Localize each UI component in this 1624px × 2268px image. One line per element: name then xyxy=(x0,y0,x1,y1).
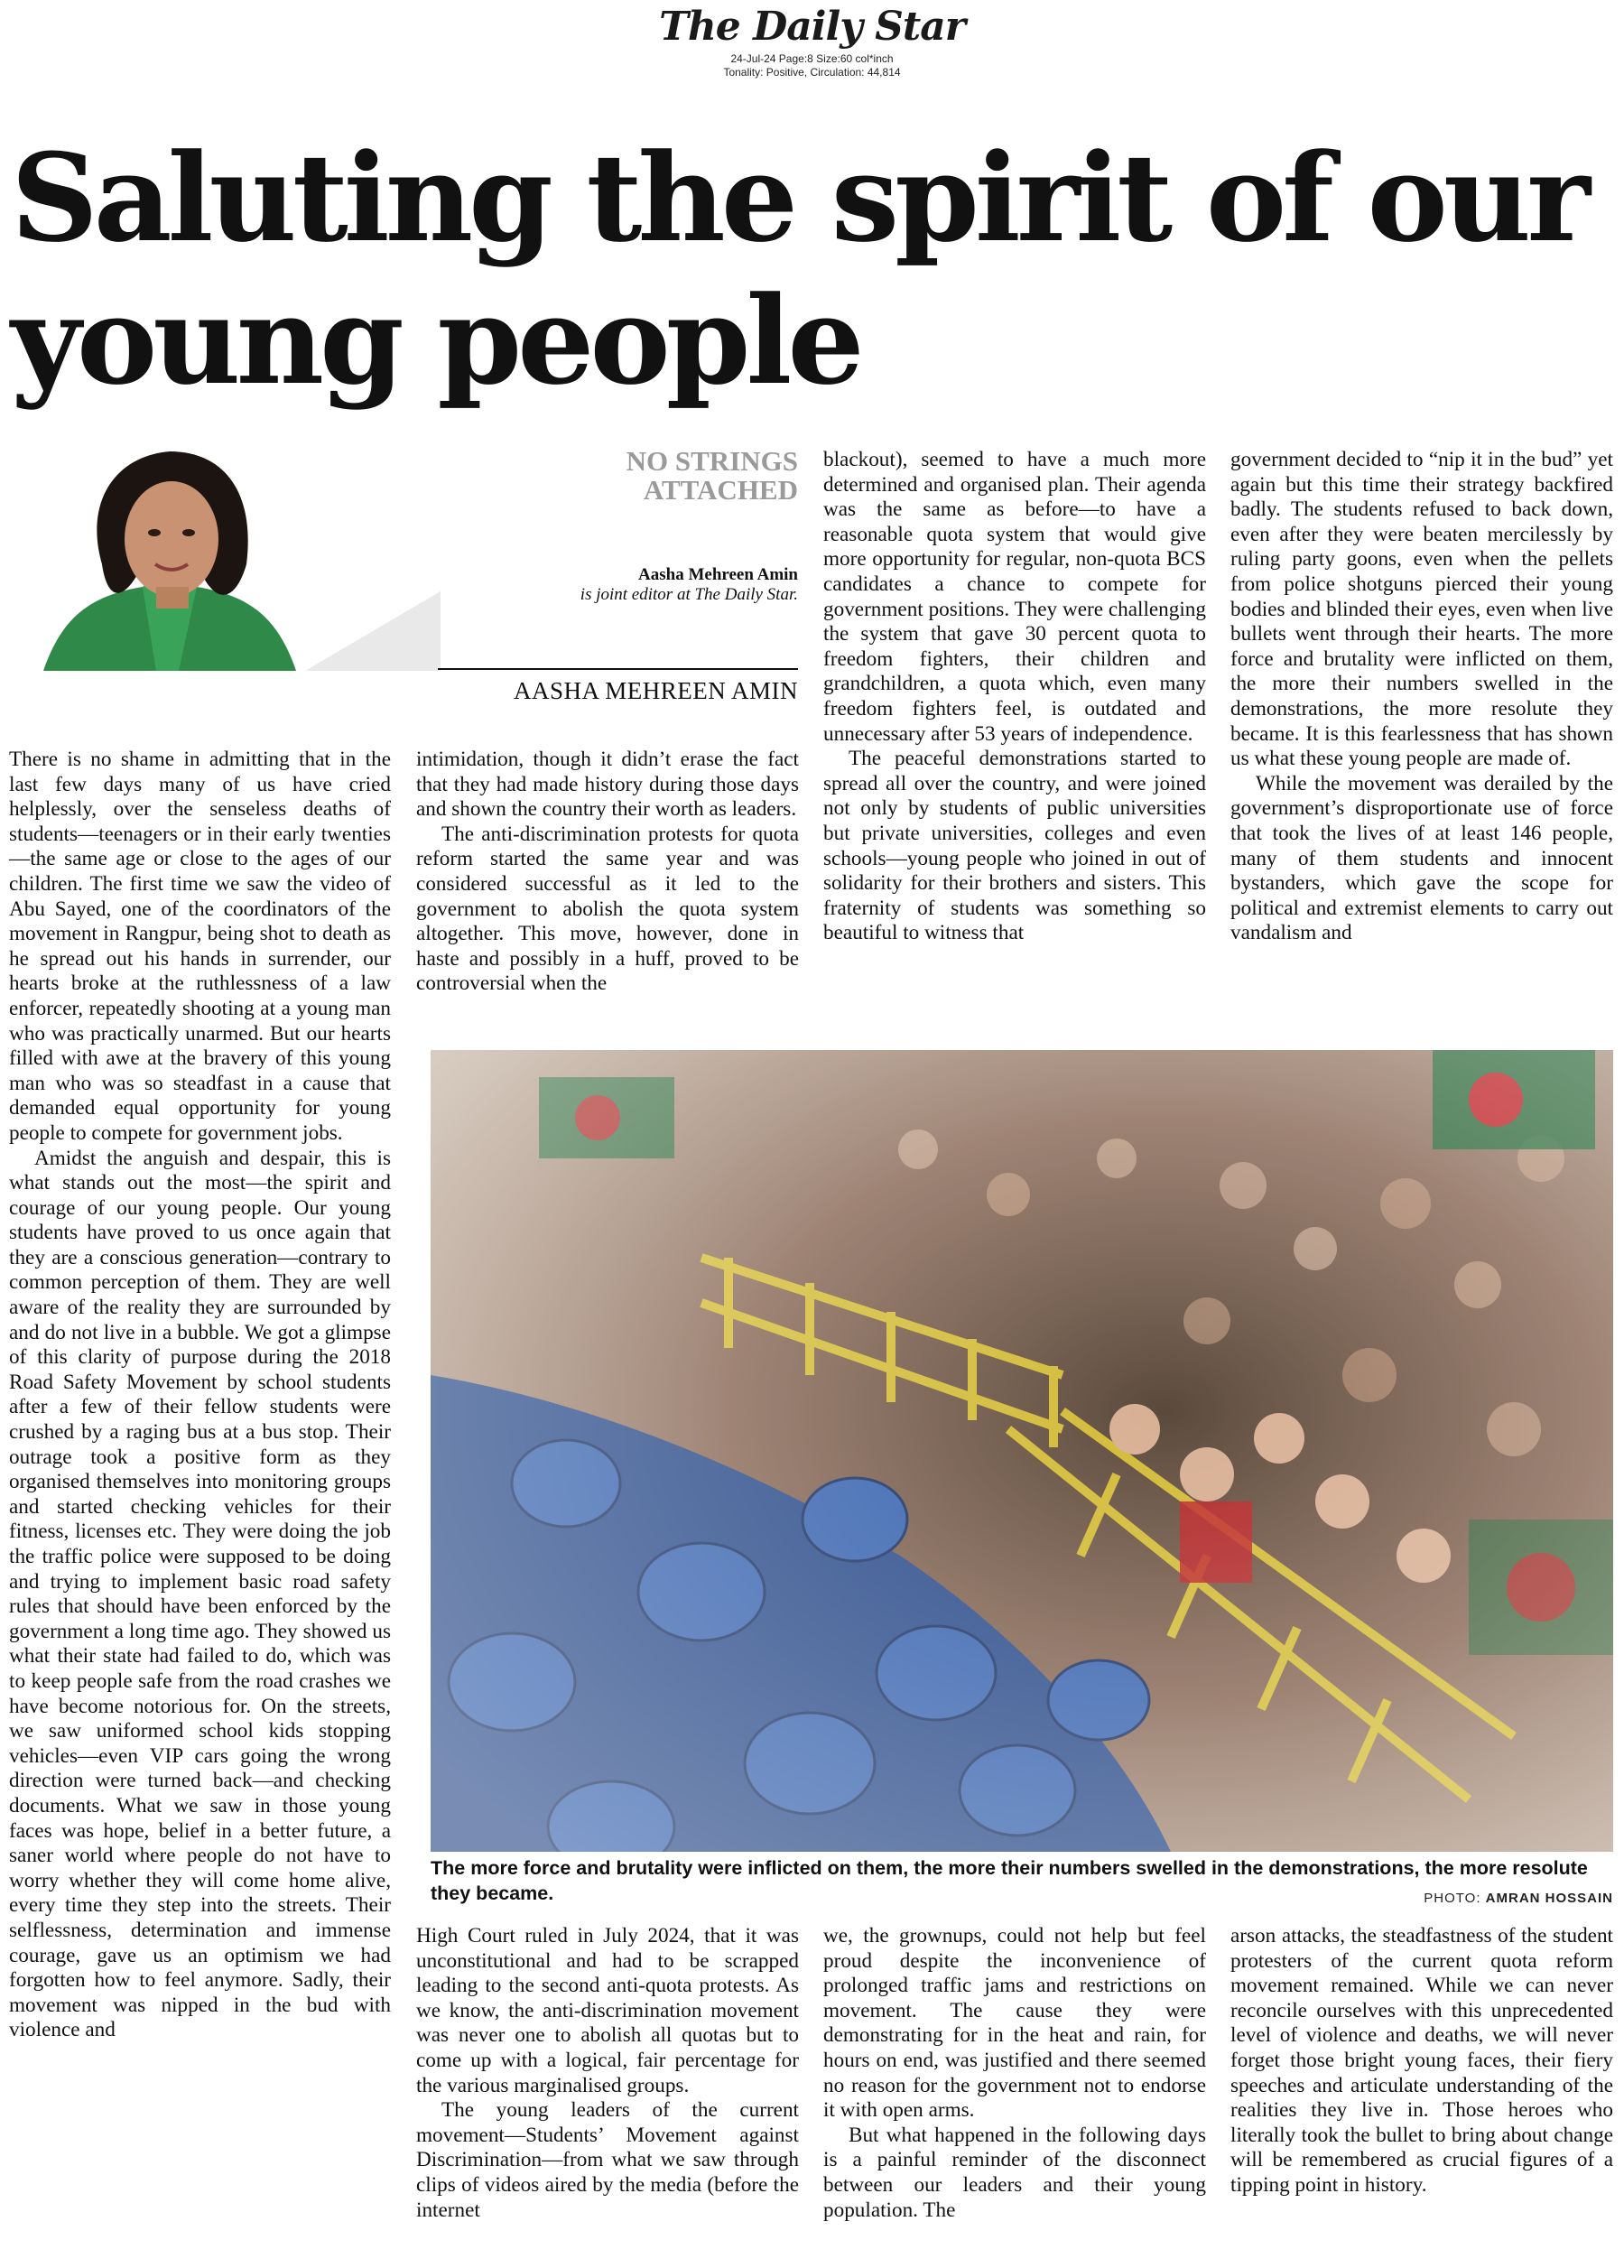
byline-rule xyxy=(438,668,798,670)
paragraph: But what happened in the following days is a painful reminder of the disconnect between our leaders and their young population. The xyxy=(823,2123,1206,2222)
protest-photo xyxy=(431,1050,1613,1852)
photo-caption: The more force and brutality were inflicted on them, the more their numbers swelled in the demonstrations, the more resolute they became. xyxy=(431,1857,1588,1904)
clip-meta-line-1: 24-Jul-24 Page:8 Size:60 col*inch xyxy=(730,52,894,65)
paragraph: There is no shame in admitting that in the last few days many of us have cried helplessly, over the senseless deaths of students—teenagers or in their early twenties—the same age or close to the ages of our children. The first time we saw the video of Abu Sayed, one of the coordinators of the movement in Rangpur, being shot to death as he spread out his hands in surrender, our hearts broke at the ruthlessness of a law enforcer, repeatedly shooting at a young man who was practically unarmed. But our hearts filled with awe at the bravery of this young man who was so steadfast in a cause that demanded equal opportunity for young people to compete for government jobs. xyxy=(9,748,391,1145)
paragraph: we, the grownups, could not help but feel proud despite the inconvenience of prolonged traffic jams and restrictions on movement. The cause they were demonstrating for in the heat and rain, for hours on end, was justified and there seemed no reason for the government not to endorse it with open arms. xyxy=(823,1924,1206,2123)
paragraph: government decided to “nip it in the bud” yet again but this time their strategy backfired badly. The students refused to back down, even after they were beaten mercilessly by ruling party goons, even when the pellets from police shotguns pierced their young bodies and blinded their eyes, even when live bullets went through their hearts. The more force and brutality were inflicted on them, the more their numbers swelled in the demonstrations, the more resolute they became. It is this fearlessness that has shown us what these young people are made of. xyxy=(1230,448,1613,771)
author-blurb-name: Aasha Mehreen Amin xyxy=(638,565,798,584)
clip-meta-line-2: Tonality: Positive, Circulation: 44,814 xyxy=(723,66,901,79)
paragraph: The peaceful demonstrations started to spread all over the country, and were joined not only by students of public universities but private universities, colleges and even schools—young people who joined in out of solidarity for their brothers and sisters. This fraternity of students was something so beautiful to witness that xyxy=(823,747,1206,945)
article-column-3-top xyxy=(823,448,1206,946)
photo-credit-label: PHOTO: xyxy=(1424,1891,1486,1906)
article-column-2-top xyxy=(416,748,799,997)
paragraph: arson attacks, the steadfastness of the student protesters of the current quota reform movement remained. While we can never reconcile ourselves with this unprecedented level of violence and deaths, we will never forget those bright young faces, their fiery speeches and articulate understanding of the realities they live in. Those heroes who literally took the bullet to bring about change will be remembered as crucial figures of a tipping point in history. xyxy=(1230,1924,1613,2197)
paragraph: intimidation, though it didn’t erase the fact that they had made history during those days and shown the country their worth as leaders. xyxy=(416,748,799,822)
photo-credit-name: AMRAN HOSSAIN xyxy=(1485,1891,1613,1906)
newspaper-masthead: The Daily Star xyxy=(659,4,965,50)
article-column-4-bottom xyxy=(1230,1924,1613,2198)
paragraph: blackout), seemed to have a much more determined and organised plan. Their agenda was the same as before—to have a reasonable quota system that would give more opportunity for regular, non-quota BCS candidates a chance to compete for government positions. They were challenging the system that gave 30 percent quota to freedom fighters, their children and grandchildren, a quota which, even many freedom fighters feel, is outdated and unnecessary after 53 years of independence. xyxy=(823,448,1206,746)
article-column-1 xyxy=(9,748,391,2043)
headline: Saluting the spirit of our young people xyxy=(11,126,1586,412)
column-name: NO STRINGS ATTACHED xyxy=(626,445,798,506)
protest-photo-illustration xyxy=(431,1050,1613,1852)
paragraph: While the movement was derailed by the government’s disproportionate use of force that took the lives of at least 146 people, many of them students and innocent bystanders, which gave the scope for political and extremist elements to carry out vandalism and xyxy=(1230,771,1613,945)
photo-credit xyxy=(1424,1891,1613,1906)
paragraph: Amidst the anguish and despair, this is what stands out the most—the spirit and courage of our young people. Our young students have proved to us once again that they are a conscious generation—contrary to common perception of them. They are well aware of the reality they are surrounded by and do not live in a bubble. We got a glimpse of this clarity of purpose during the 2018 Road Safety Movement by school students after a few of their fellow students were crushed by a raging bus at a bus stop. Their outrage took a positive form as they organised themselves into monitoring groups and started checking vehicles for their fitness, licenses etc. They were doing the job the traffic police were supposed to be doing and trying to implement basic road safety rules that should have been enforced by the government a long time ago. They showed us what their state had failed to do, which was to keep people safe from the road crashes we have become notorious for. On the streets, we saw uniformed school kids stopping vehicles—even VIP cars going the wrong direction were turned back—and checking documents. What we saw in those young faces was hope, belief in a better future, a saner world where people do not have to worry whether they will come home alive, every time they step into the streets. Their selflessness, determination and immense courage, gave us an optimism we had forgotten how to feel anymore. Sadly, their movement was nipped in the bud with violence and xyxy=(9,1146,391,2042)
paragraph: The anti-discrimination protests for quota reform started the same year and was considered successful as it led to the government to abolish the quota system altogether. This move, however, done in haste and possibly in a huff, proved to be controversial when the xyxy=(416,822,799,996)
author-blurb-role: is joint editor at The Daily Star. xyxy=(580,585,798,604)
article-column-2-bottom xyxy=(416,1924,799,2223)
author-portrait-illustration xyxy=(7,438,441,671)
byline: AASHA MEHREEN AMIN xyxy=(513,677,798,704)
author-portrait xyxy=(7,438,441,671)
paragraph: High Court ruled in July 2024, that it was unconstitutional and had to be scrapped leading to the second anti-quota protests. As we know, the anti-discrimination movement was never one to abolish all quotas but to come up with a logical, fair percentage for the various marginalised groups. xyxy=(416,1924,799,2097)
article-column-4-top xyxy=(1230,448,1613,946)
article-column-3-bottom xyxy=(823,1924,1206,2223)
paragraph: The young leaders of the current movement—Students’ Movement against Discrimination—from what we saw through clips of videos aired by the media (before the internet xyxy=(416,2098,799,2222)
